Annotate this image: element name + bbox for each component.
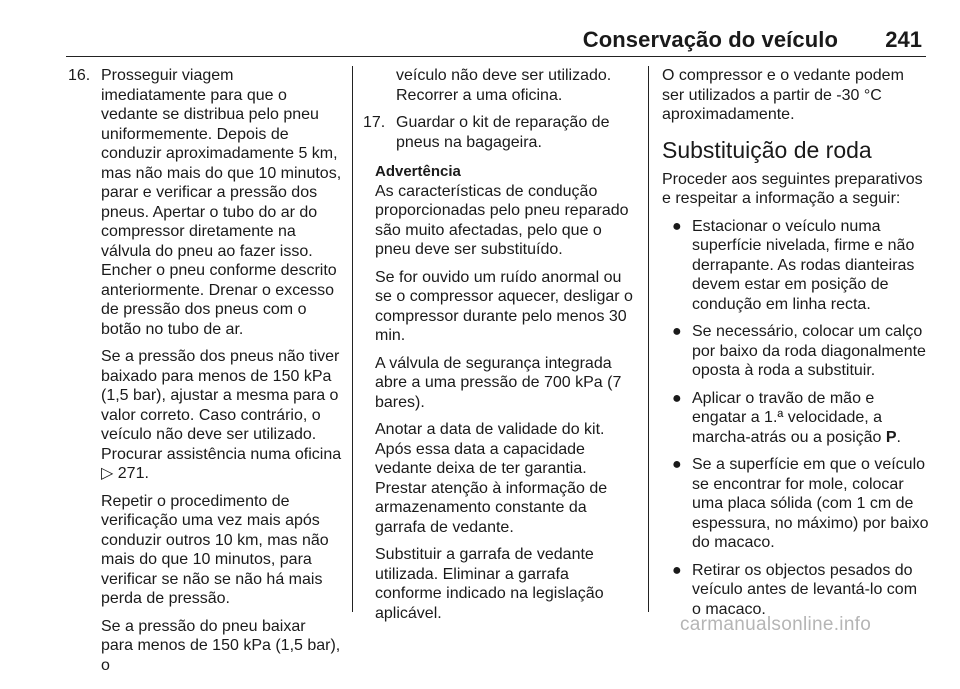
list-item [662,455,930,553]
list-item [662,322,930,381]
noise-paragraph: Se for ouvido um ruído anormal ou se o compressor aquecer, desligar o compressor durante pelo menos 30 min. [375,268,633,344]
bullet-icon: ● [672,323,682,340]
warning-text: As características de condução proporcionadas pelo pneu reparado são muito afectadas, pelo que o pneu deve ser substituído. [375,182,629,258]
bullet-icon: ● [672,561,682,579]
list-item-text: Retirar os objectos pesados do veículo antes de levantá-lo com o macaco. [692,561,918,618]
step-17 [363,113,635,152]
list-item-text: Se necessário, colocar um calço por baixo da roda diagonalmente oposta à roda a substituir. [692,323,926,379]
bullet-icon: ● [672,217,682,235]
expiry-paragraph: Anotar a data de validade do kit. Após essa data a capacidade vedante deixa de ter garantia. Prestar atenção à informação de armazenamento constante da garrafa de vedante. [375,421,608,536]
preparation-list [662,217,930,620]
page-ref-icon: ▷ [101,465,114,482]
step-16-paragraph-2 [101,347,342,484]
list-item-text [692,389,930,448]
watermark: carmanualsonline.info [680,614,872,635]
temperature-paragraph: O compressor e o vedante podem ser utilizados a partir de -30 °C aproximadamente. [662,67,904,123]
column-2 [363,66,635,631]
bullet-icon: ● [672,389,682,407]
step-16-continuation: veículo não deve ser utilizado. Recorrer a uma oficina. [396,67,612,104]
column-1 [68,66,342,689]
step-16 [68,66,342,683]
gear-position-p: P [885,428,897,446]
column-divider-1 [352,66,353,612]
list-item-text-end: . [896,428,901,446]
page-header-title: Conservação do veículo [582,27,838,52]
step-16-paragraph-4: Se a pressão do pneu baixar para menos de 150 kPa (1,5 bar), o [101,617,341,674]
valve-paragraph: A válvula de segurança integrada abre a uma pressão de 700 kPa (7 bares). [375,354,622,411]
warning-title: Advertência [375,163,461,180]
step-number: 17. [363,114,386,131]
list-item [662,389,930,448]
list-item [662,217,930,315]
list-item-text: Estacionar o veículo numa superfície nivelada, firme e não derrapante. As rodas dianteiras devem estar em posição de condução em linha recta. [692,217,915,313]
pressure-instructions: Se a pressão dos pneus não tiver baixado para menos de 150 kPa (1,5 bar), ajustar a mesma para o valor correto. Caso contrário, o veículo não deve ser utilizado. Procurar assistência numa oficina [101,348,342,463]
header-rule [66,56,926,57]
step-16-paragraph-3: Repetir o procedimento de verificação uma vez mais após conduzir outros 10 km, mas não mais do que 10 minutos, para verificar se não se não há mais perda de pressão. [101,492,329,607]
bullet-icon: ● [672,456,682,473]
list-item [662,561,930,620]
step-17-text: Guardar o kit de reparação de pneus na bagageira. [396,114,610,151]
section-lead: Proceder aos seguintes preparativos e respeitar a informação a seguir: [662,170,923,207]
page-ref-link[interactable]: 271. [117,465,149,482]
column-divider-2 [648,66,649,612]
list-item-text-part: Aplicar o travão de mão e engatar a 1.ª velocidade, a marcha-atrás ou a posição [692,389,886,446]
section-heading: Substituição de roda [662,136,872,163]
replace-bottle-paragraph: Substituir a garrafa de vedante utilizada. Eliminar a garrafa conforme indicado na legislação aplicável. [375,546,604,622]
page-number: 241 [885,27,922,52]
warning-box [363,162,635,260]
column-3 [662,66,930,627]
step-number: 16. [68,67,91,84]
list-item-text: Se a superfície em que o veículo se encontrar for mole, colocar uma placa sólida (com 1 cm de espessura, no máximo) por baixo do macaco. [692,456,929,551]
step-16-paragraph-1: Prosseguir viagem imediatamente para que o vedante se distribua pelo pneu uniformemente. Depois de conduzir aproximadamente 5 km, mas não mais do que 10 minutos, parar e verificar a pressão dos pneus. Apertar o tubo do ar do compressor diretamente na válvula do pneu ao fazer isso. Encher o pneu conforme descrito anteriormente. Drenar o excesso de pressão dos pneus com o botão no tubo de ar. [101,67,342,338]
